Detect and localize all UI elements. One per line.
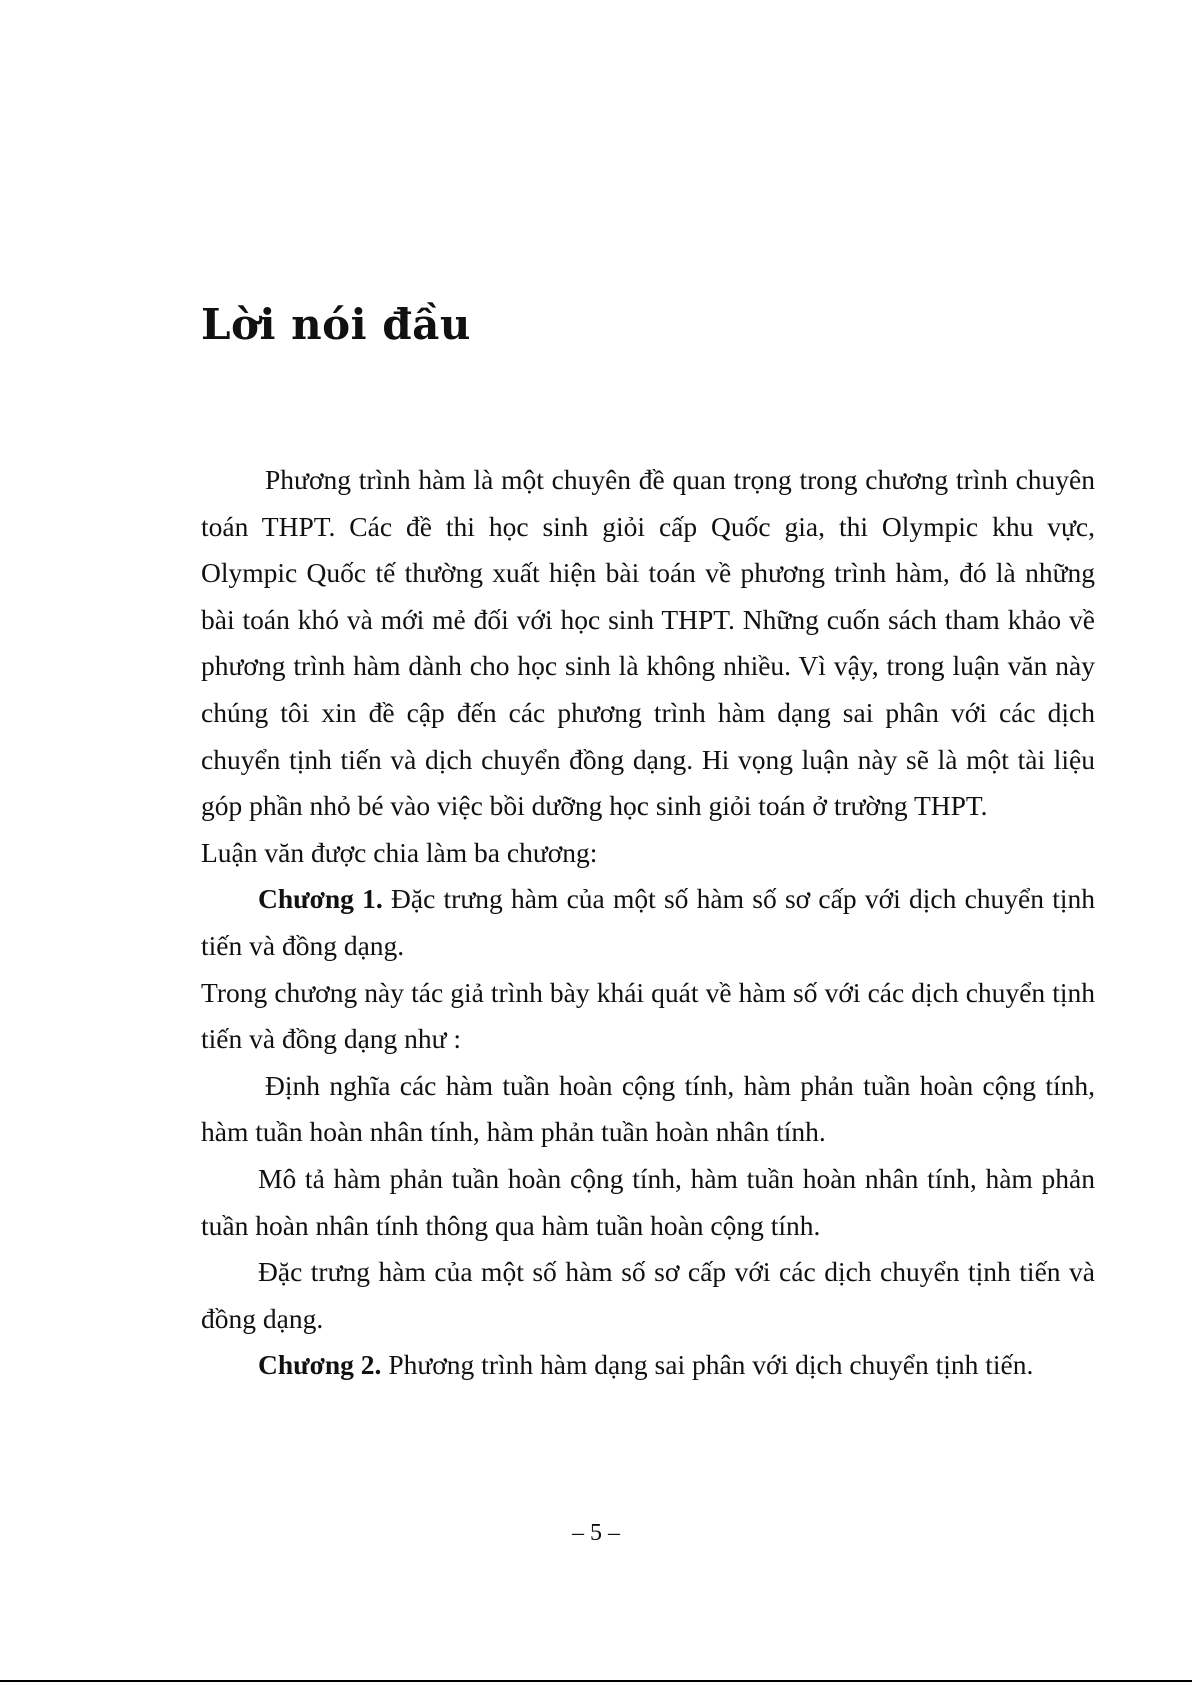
structure-paragraph: Luận văn được chia làm ba chương: (201, 836, 598, 868)
bottom-rule (0, 1680, 1192, 1682)
chapter-1-text: Đặc trưng hàm của một số hàm số sơ cấp với dịch chuyển tịnh tiến và đồng dạng. (201, 883, 1095, 961)
chapter-2-paragraph (201, 1342, 1095, 1389)
chapter-2-text: Phương trình hàm dạng sai phân với dịch chuyển tịnh tiến. (381, 1349, 1034, 1381)
chapter-2-label: Chương 2. (258, 1349, 382, 1381)
list-item: Đặc trưng hàm của một số hàm số sơ cấp với các dịch chuyển tịnh tiến và đồng dạng. (201, 1256, 1095, 1334)
body-text (201, 457, 1095, 1389)
chapter-1-paragraph (201, 876, 1095, 969)
list-item: Mô tả hàm phản tuần hoàn cộng tính, hàm tuần hoàn nhân tính, hàm phản tuần hoàn nhân tính thông qua hàm tuần hoàn cộng tính. (201, 1162, 1095, 1241)
chapter-header (201, 300, 1095, 350)
intro-paragraph: Phương trình hàm là một chuyên đề quan trọng trong chương trình chuyên toán THPT. Các đề thi học sinh giỏi cấp Quốc gia, thi Olympic khu vực, Olympic Quốc tế thường xuất hiện bài toán về phương trình hàm, đó là những bài toán khó và mới mẻ đối với học sinh THPT. Những cuốn sách tham khảo về phương trình hàm dành cho học sinh là không nhiều. Vì vậy, trong luận văn này chúng tôi xin đề cập đến các phương trình hàm dạng sai phân với các dịch chuyển tịnh tiến và dịch chuyển đồng dạng. Hi vọng luận này sẽ là một tài liệu góp phần nhỏ bé vào việc bồi dưỡng học sinh giỏi toán ở trường THPT. (201, 464, 1095, 822)
chapter-1-summary: Trong chương này tác giả trình bày khái quát về hàm số với các dịch chuyển tịnh tiến và đồng dạng như : (201, 976, 1095, 1055)
chapter-title: Lời nói đầu (201, 300, 471, 349)
chapter-1-label: Chương 1. (258, 883, 383, 915)
list-item: Định nghĩa các hàm tuần hoàn cộng tính, hàm phản tuần hoàn cộng tính, hàm tuần hoàn nhân tính, hàm phản tuần hoàn nhân tính. (201, 1069, 1095, 1148)
page-number: – 5 – (572, 1520, 620, 1546)
